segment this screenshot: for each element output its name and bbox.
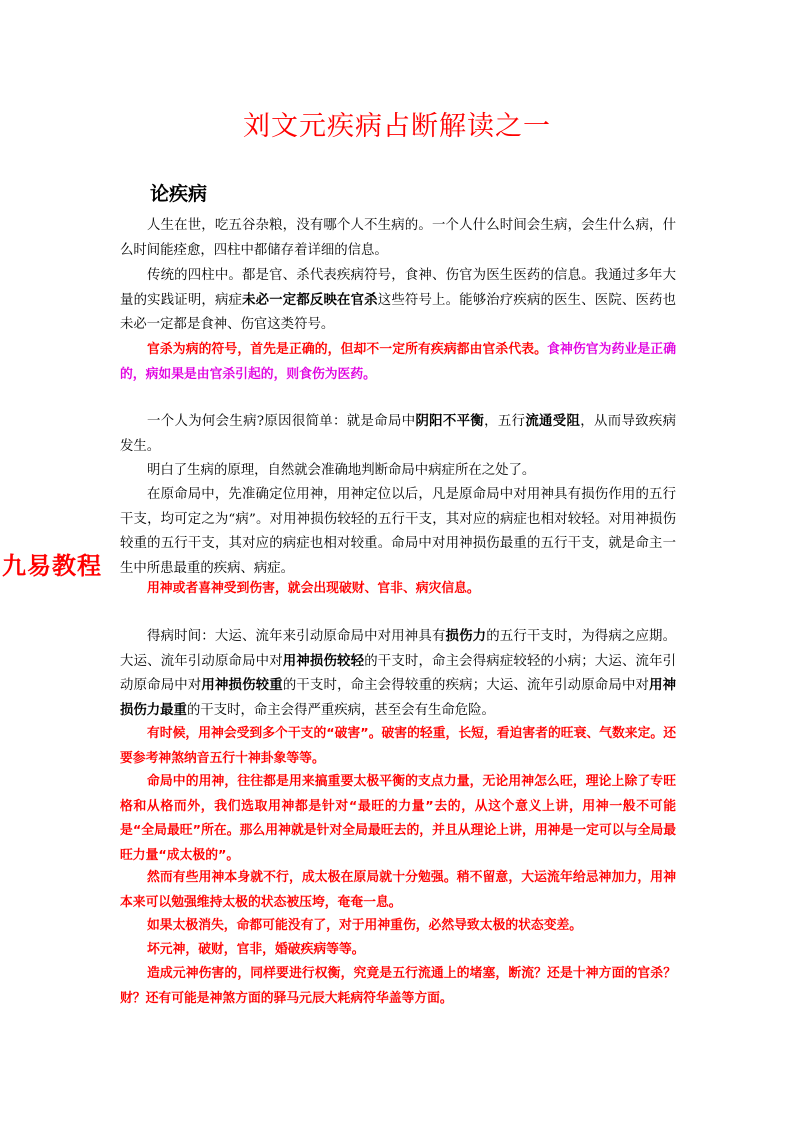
red-highlight: 官杀为病的符号，首先是正确的，但却不一定所有疾病都由官杀代表。	[147, 342, 548, 357]
bold-text: 损伤力	[445, 629, 487, 644]
paragraph-6: 在原命局中，先准确定位用神，用神定位以后，凡是原命局中对用神具有损伤作用的五行干支，均可定之为“病”。对用神损伤较轻的五行干支，其对应的病症也相对较轻。对用神损伤较重的五行干支，其对应的病症也相对较重。命局中对用神损伤最重的五行干支，就是命主一生中所患最重的疾病、病症。	[120, 487, 676, 576]
watermark-logo: 九易教程	[2, 552, 102, 580]
paragraph-7	[120, 577, 676, 602]
red-highlight: 用神或者喜神受到伤害，就会出现破财、官非、病灾信息。	[147, 581, 480, 596]
red-highlight: 坏元神，破财，官非，婚破疾病等等。	[147, 942, 365, 957]
red-highlight: 然而有些用神本身就不行，成太极在原局就十分勉强。稍不留意，大运流年给忌神加力，用神本来可以勉强维持太极的状态被压垮，奄奄一息。	[120, 870, 676, 910]
text-span: 一个人为何会生病?原因很简单：就是命局中	[147, 414, 416, 429]
paragraph-9	[120, 722, 676, 771]
page-title: 刘文元疾病占断解读之一	[243, 111, 551, 142]
paragraph-1: 人生在世，吃五谷杂粮，没有哪个人不生病的。一个人什么时间会生病，会生什么病，什么时间能痊愈，四柱中都储存着详细的信息。	[120, 218, 676, 258]
bold-text: 用神损伤较轻	[282, 653, 365, 669]
bold-text: 阴阳不平衡	[415, 414, 485, 429]
text-span: 的干支时，命主会得病症较轻的小病；大运、流年引动原命局中对	[120, 653, 677, 694]
bold-text: 用神损伤力最重	[120, 678, 677, 718]
bold-text: 未必一定都反映在官杀	[242, 292, 378, 308]
red-highlight: 命局中的用神，往往都是用来搞重要太极平衡的支点力量，无论用神怎么旺，理论上除了专旺格和从格而外，我们选取用神都是针对“最旺的力量”去的，从这个意义上讲，用神一般不可能是“全局最旺”所在。那么用神就是针对全局最旺去的，并且从理论上讲，用神是一定可以与全局最旺力量“成太极的”。	[120, 774, 676, 863]
text-span: 传统的四柱中。都是官、杀代表疾病符号，食神、伤官为医生医药的信息。我通过多年大量的实践证明，病症	[120, 268, 676, 308]
text-span: 得病时间：大运、流年来引动原命局中对用神具有	[147, 629, 446, 644]
paragraph-12	[120, 914, 676, 939]
bold-text: 用神损伤较重	[201, 678, 283, 694]
magenta-highlight: 食神伤官为药业是正确的，病如果是由官杀引起的，则食伤为医药。	[120, 342, 677, 382]
text-span: 的干支时，命主会得较重的疾病；大运、流年引动原命局中对	[282, 678, 650, 694]
red-highlight: 有时候，用神会受到多个干支的“破害”。破害的轻重，长短，看迫害者的旺衰、气数来定。还要参考神煞纳音五行十神卦象等等。	[120, 726, 676, 766]
section-title: 论疾病	[150, 183, 208, 205]
paragraph-14	[120, 962, 676, 1011]
paragraph-4	[120, 410, 676, 459]
text-span: 的五行干支时，为得病之应期。大运、流年引动原命局中对	[120, 629, 677, 669]
paragraph-13	[120, 938, 676, 963]
paragraph-11	[120, 866, 676, 915]
paragraph-3	[120, 338, 676, 387]
red-highlight: 造成元神伤害的，同样要进行权衡，究竟是五行流通上的堵塞，断流？还是十神方面的官杀？财？还有可能是神煞方面的驿马元辰大耗病符华盖等方面。	[120, 966, 676, 1006]
red-highlight: 如果太极消失，命都可能没有了，对于用神重伤，必然导致太极的状态变差。	[147, 918, 583, 933]
bold-text: 流通受阻	[525, 414, 581, 429]
paragraph-10	[120, 770, 676, 868]
text-span: 的干支时，命主会得严重疾病，甚至会有生命危险。	[186, 702, 495, 718]
text-span: ，五行	[484, 414, 526, 429]
paragraph-2	[120, 264, 676, 338]
text-span: ，从而导致疾病发生。	[120, 414, 677, 454]
paragraph-5: 明白了生病的原理，自然就会准确地判断命局中病症所在之处了。	[147, 463, 536, 478]
text-span: 这些符号上。能够治疗疾病的医生、医院、医药也未必一定都是食神、伤官这类符号。	[120, 292, 677, 333]
paragraph-8	[120, 625, 676, 723]
